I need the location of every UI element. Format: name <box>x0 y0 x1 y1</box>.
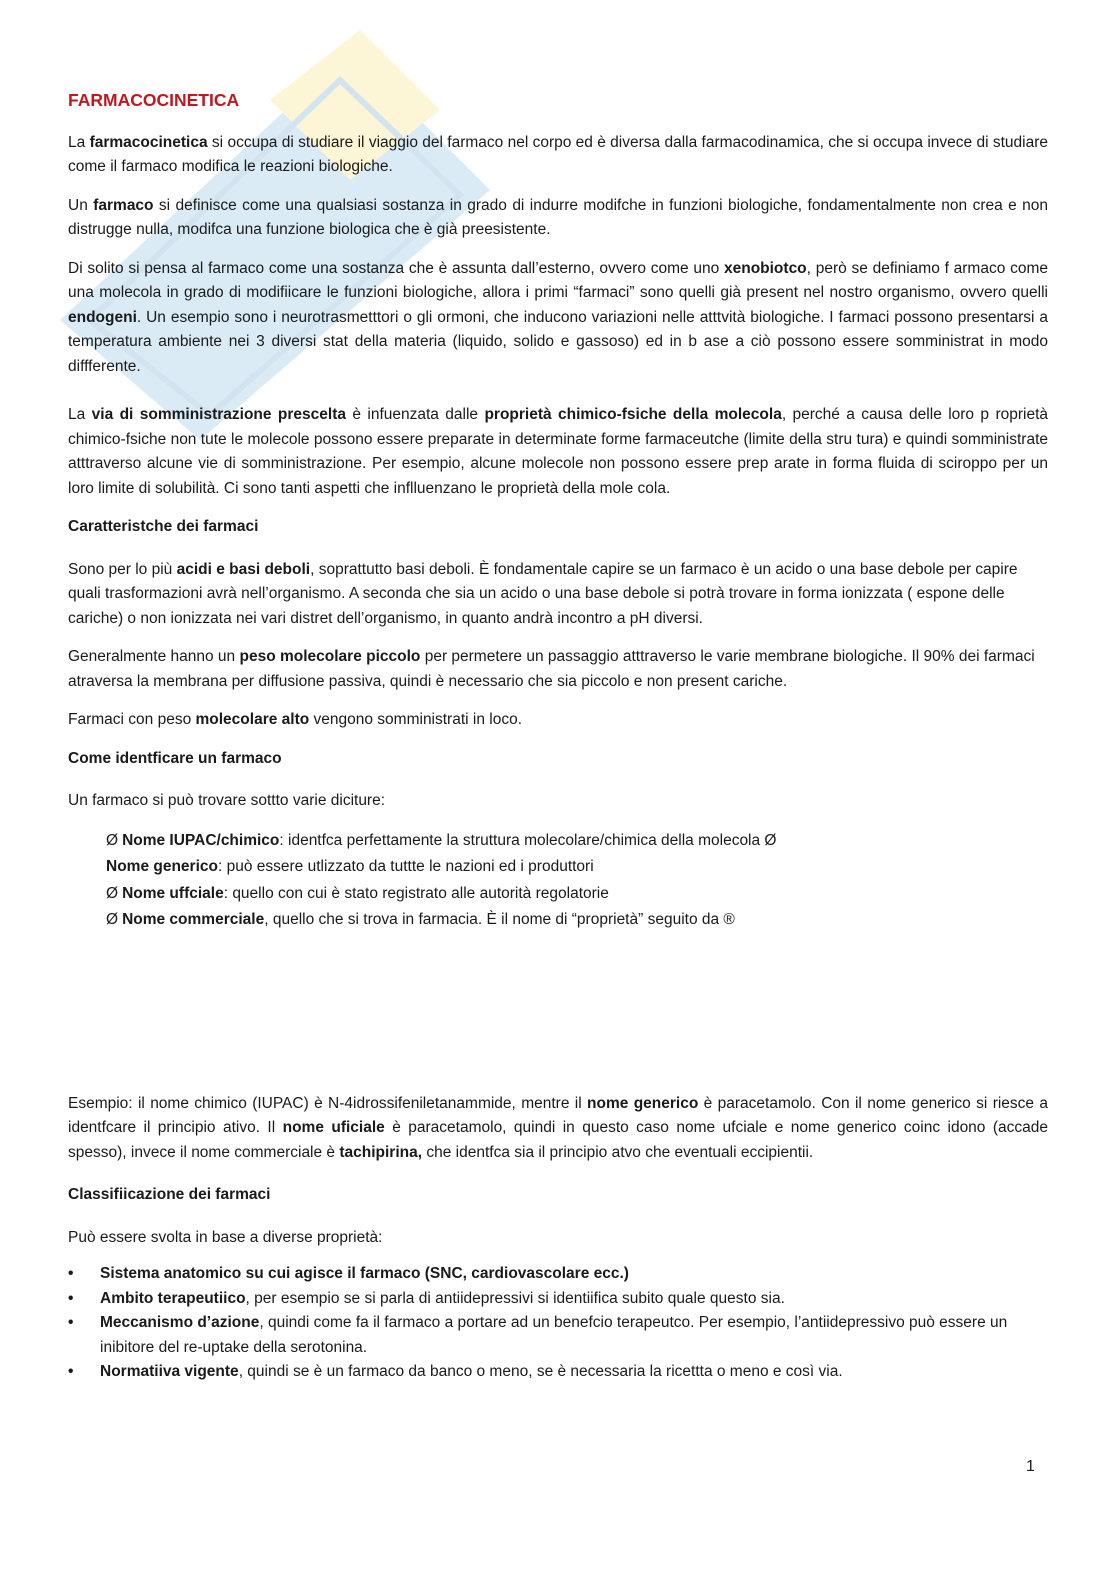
list-item: Ø Nome commerciale, quello che si trova in farmacia. È il nome di “proprietà” seguito da ® <box>106 911 735 928</box>
list-item: • Ambito terapeutiico, per esempio se si parla di antiidepressivi si identiifica subito quale questo sia. <box>68 1289 785 1307</box>
paragraph-peso-molecolare: Generalmente hanno un peso molecolare piccolo per permetere un passaggio atttraverso le varie membrane biologiche. Il 90% dei farmaci atraversa la membrana per diffusione passiva, quindi è necessario che sia piccolo e non present cariche. <box>68 648 1035 690</box>
paragraph-definition-farmacocinetica: La farmacocinetica si occupa di studiare il viaggio del farmaco nel corpo ed è diversa dalla farmacodinamica, che si occupa invece di studiare come il farmaco modifica le reazioni biologiche. <box>68 133 1048 175</box>
list-item: Ø Nome uffciale: quello con cui è stato registrato alle autorità regolatorie <box>106 884 609 902</box>
paragraph-proprieta: Può essere svolta in base a diverse proprietà: <box>68 1228 383 1246</box>
paragraph-peso-alto: Farmaci con peso molecolare alto vengono somministrati in loco. <box>68 711 523 728</box>
paragraph-esempio: Esempio: il nome chimico (IUPAC) è N-4idrossifeniletanammide, mentre il nome generico è paracetamolo. Con il nome generico si riesce a identfcare il principio ativo. Il nome uficiale è paracetamolo, quindi in questo caso nome ufciale e nome generico coinc idono (accade spesso), invece il nome commerciale è tachipirina, che identfca sia il principio atvo che eventuali eccipientii. <box>68 1094 1049 1161</box>
list-item: • Meccanismo d’azione, quindi come fa il farmaco a portare ad un benefcio terapeutco. Per esempio, l’antiidepressivo può essere un inibitore del re-uptake della serotonina. <box>68 1314 1008 1356</box>
heading-caratteristiche: Caratteristche dei farmaci <box>68 518 259 535</box>
list-item: • Normatiiva vigente, quindi se è un farmaco da banco o meno, se è necessaria la ricettta o meno e così via. <box>68 1363 843 1380</box>
list-item: Ø Nome IUPAC/chimico: identfca perfettamente la struttura molecolare/chimica della molecola Ø <box>106 831 777 849</box>
classification-list <box>68 1262 1048 1385</box>
list-item: • Sistema anatomico su cui agisce il farmaco (SNC, cardiovascolare ecc.) <box>68 1265 629 1282</box>
paragraph-xenobiotici: Di solito si pensa al farmaco come una sostanza che è assunta dall’esterno, ovvero come uno xenobiotco, però se definiamo f armaco come una molecola in grado di modifiicare le funzioni biologiche, allora i primi “farmaci” sono quelli già present nel nostro organismo, ovvero quelli endogeni. Un esempio sono i neurotrasmetttori o gli ormoni, che inducono variazioni nelle atttvità biologiche. I farmaci possono presentarsi a temperatura ambiente nei 3 diversi stat della materia (liquido, solido e gassoso) ed in b ase a ciò possono essere somministrat in modo diffferente. <box>68 259 1048 375</box>
page-number: 1 <box>1026 1458 1035 1475</box>
heading-identificare: Come identficare un farmaco <box>68 749 282 767</box>
paragraph-diciture: Un farmaco si può trovare sottto varie diciture: <box>68 792 386 809</box>
page-title: FARMACOCINETICA <box>68 90 240 110</box>
paragraph-via-somministrazione: La via di somministrazione prescelta è infuenzata dalle proprietà chimico-fsiche della molecola, perché a causa delle loro p roprietà chimico-fsiche non tute le molecole possono essere preparate in determinate forme farmaceutche (limite della stru tura) e quindi somministrate atttraverso alcune vie di somministrazione. Per esempio, alcune molecole non possono essere prep arate in forma fluida di sciroppo per un loro limite di solubilità. Ci sono tanti aspetti che inflluenzano le proprietà della mole cola. <box>68 406 1048 497</box>
paragraph-acidi-basi: Sono per lo più acidi e basi deboli, soprattutto basi deboli. È fondamentale capire se un farmaco è un acido o una base debole per capire quali trasformazioni avrà nell’organismo. A seconda che sia un acido o una base debole si potrà trovare in forma ionizzata ( espone delle cariche) o non ionizzata nei vari distret dell’organismo, in quanto andrà incontro a pH diversi. <box>68 560 1018 627</box>
document-body <box>68 88 1048 1385</box>
paragraph-definition-farmaco: Un farmaco si definisce come una qualsiasi sostanza in grado di indurre modifche in funzioni biologiche, fondamentalmente non crea e non distrugge nulla, modifca una funzione biologica che è già preesistente. <box>68 196 1048 238</box>
heading-classificazione: Classifiicazione dei farmaci <box>68 1186 271 1203</box>
list-item: Nome generico: può essere utlizzato da tuttte le nazioni ed i produttori <box>106 858 594 875</box>
naming-list <box>106 828 1048 934</box>
